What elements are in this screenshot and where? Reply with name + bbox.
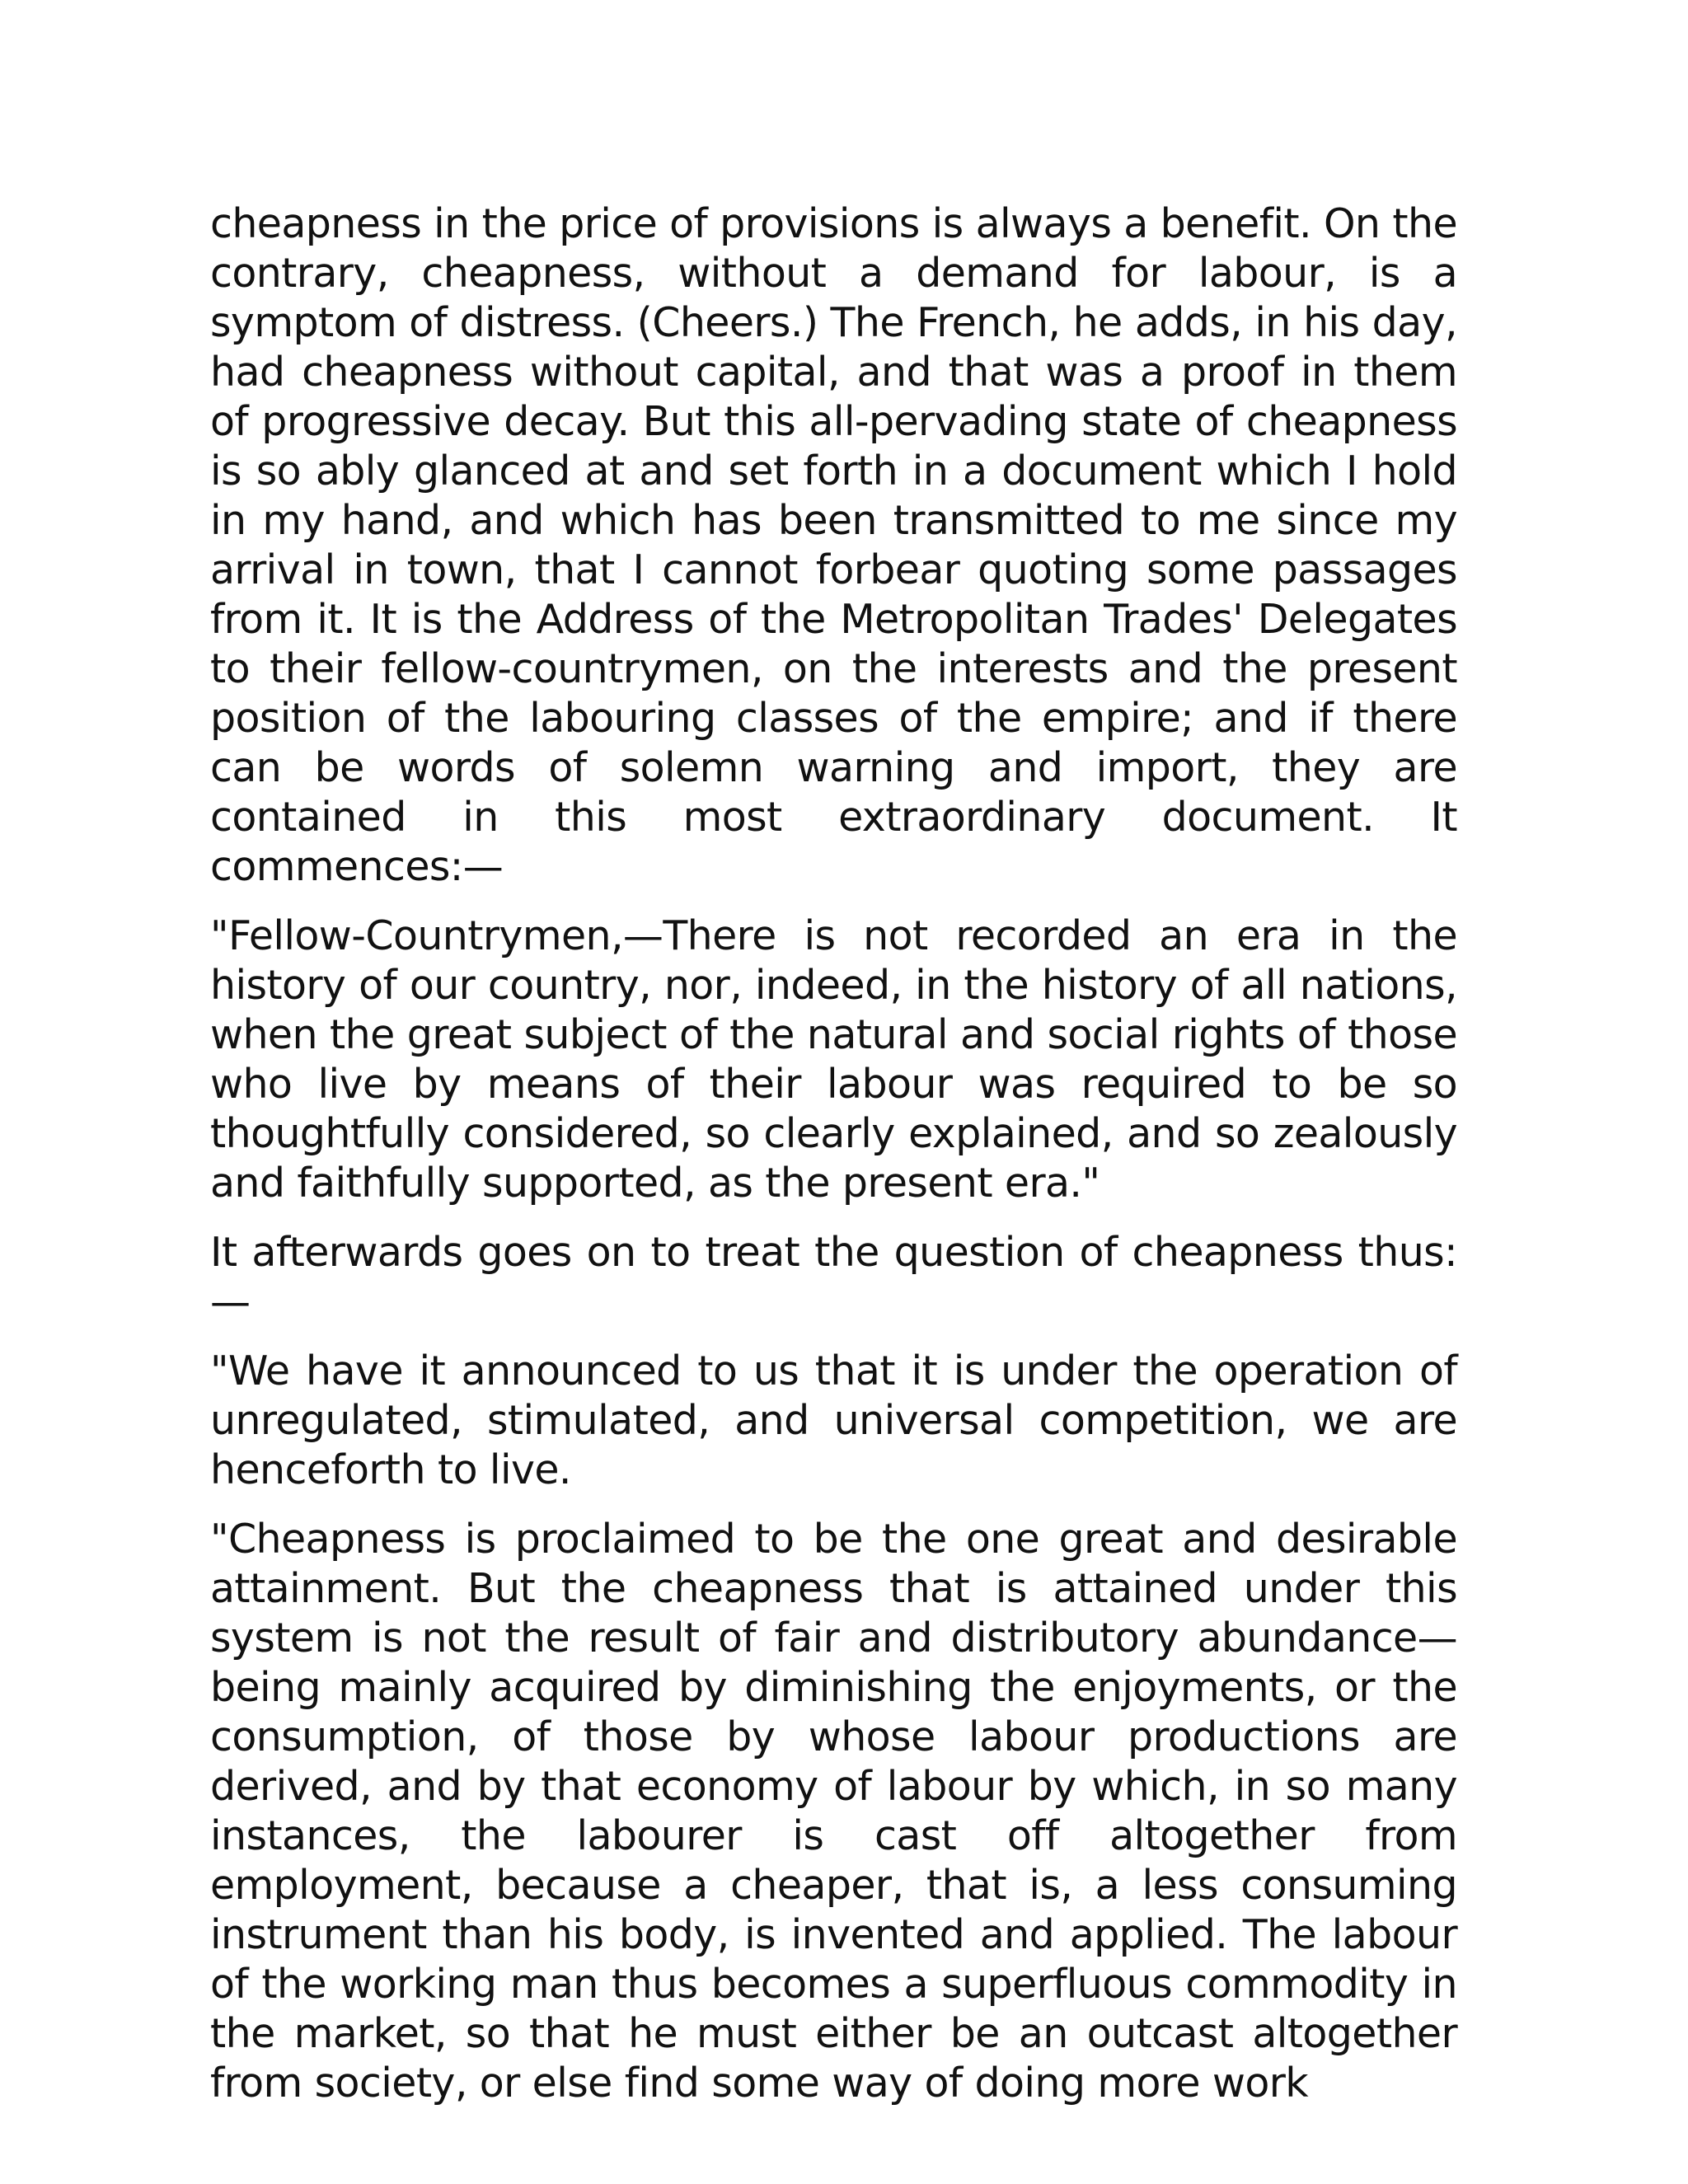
paragraph-2: "Fellow-Countrymen,—There is not recorded an era in the history of our country, nor, indeed, in the history of all nations, when the great subject of the natural and social rights of those who live by means of their labour was required to be so thoughtfully considered, so clearly explained, and so zealously and faithfully supported, as the present era." [210, 912, 1457, 1207]
paragraph-4: "We have it announced to us that it is under the operation of unregulated, stimulated, and universal competition, we are henceforth to live. [210, 1347, 1457, 1493]
document-page [210, 199, 1457, 2128]
paragraph-1: cheapness in the price of provisions is always a benefit. On the contrary, cheapness, without a demand for labour, is a symptom of distress. (Cheers.) The French, he adds, in his day, had cheapness without capital, and that was a proof in them of progressive decay. But this all-pervading state of cheapness is so ably glanced at and set forth in a document which I hold in my hand, and which has been transmitted to me since my arrival in town, that I cannot forbear quoting some passages from it. It is the Address of the Metropolitan Trades' Delegates to their fellow-countrymen, on the interests and the present position of the labouring classes of the empire; and if there can be words of solemn warning and import, they are contained in this most extraordinary document. It commences:— [210, 200, 1457, 890]
paragraph-3: It afterwards goes on to treat the question of cheapness thus:— [210, 1229, 1457, 1325]
paragraph-5: "Cheapness is proclaimed to be the one great and desirable attainment. But the cheapness that is attained under this system is not the result of fair and distributory abundance—being mainly acquired by diminishing the enjoyments, or the consumption, of those by whose labour productions are derived, and by that economy of labour by which, in so many instances, the labourer is cast off altogether from employment, because a cheaper, that is, a less consuming instrument than his body, is invented and applied. The labour of the working man thus becomes a superfluous commodity in the market, so that he must either be an outcast altogether from society, or else find some way of doing more work [210, 1516, 1457, 2107]
